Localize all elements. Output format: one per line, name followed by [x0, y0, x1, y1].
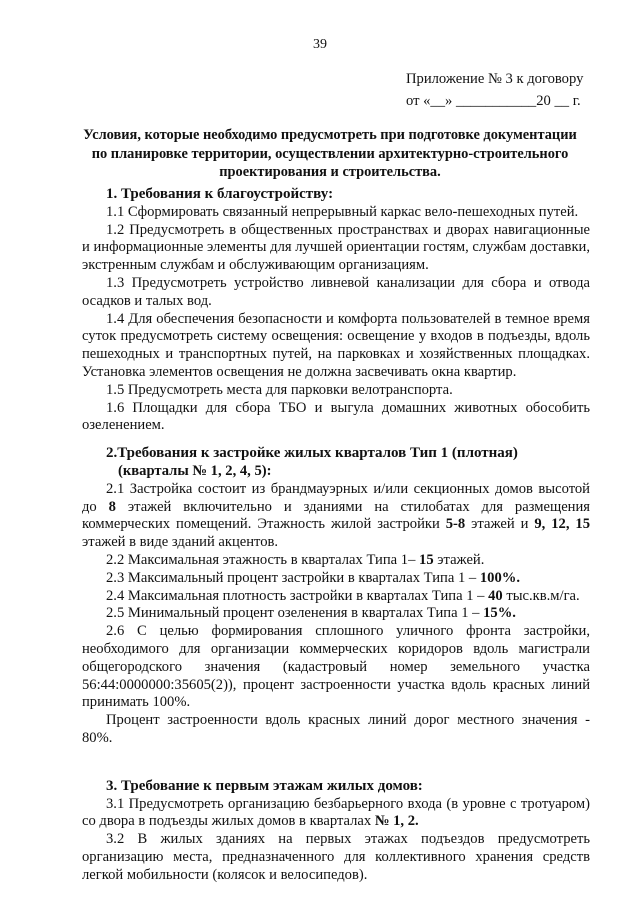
item-1-3: 1.3 Предусмотреть устройство ливневой канализации для сбора и отвода осадков и талых вод.	[82, 274, 590, 309]
section-1-heading: 1. Требования к благоустройству:	[106, 186, 334, 202]
document-title: Условия, которые необходимо предусмотреть при подготовке документации по планировке территории, осуществлении архитектурно-строительного проектирования и строительства.	[83, 127, 577, 181]
item-1-1: 1.1 Сформировать связанный непрерывный каркас вело-пешеходных путей.	[106, 203, 579, 220]
item-1-2: 1.2 Предусмотреть в общественных пространствах и дворах навигационные и информационные элементы для лучшей ориентации гостям, службам доставки, экстренным службам и обслуживающим организациям.	[82, 221, 590, 274]
item-1-4: 1.4 Для обеспечения безопасности и комфорта пользователей в темное время суток предусмотреть систему освещения: освещение у входов в подъезды, вдоль пешеходных и транспортных путей, на парковках и хозяйственных площадках. Установка элементов освещения не должна засвечивать окна квартир.	[82, 310, 590, 380]
item-2-2: 2.2 Максимальная этажность в кварталах Типа 1– 15 этажей.	[106, 551, 485, 568]
section-3-heading: 3. Требование к первым этажам жилых домов:	[106, 777, 423, 794]
item-1-5: 1.5 Предусмотреть места для парковки велотранспорта.	[106, 381, 453, 398]
appendix-line-2: от «__» ___________20 __ г.	[406, 93, 581, 109]
item-2-6: 2.6 С целью формирования сплошного уличного фронта застройки, необходимого для организации коммерческих коридоров вдоль магистрали общегородского значения (кадастровый номер земельного участка 56:44:0000000:35605(2)), процент застроенности участка вдоль красных линий принимать 100%.	[82, 623, 590, 711]
page-number: 39	[313, 37, 327, 52]
item-3-1: 3.1 Предусмотреть организацию безбарьерного входа (в уровне с тротуаром) со двора в подъезды жилых домов в кварталах № 1, 2.	[82, 795, 590, 830]
item-3-2: 3.2 В жилых зданиях на первых этажах подъездов предусмотреть организацию места, предназначенного для коллективного хранения средств легкой мобильности (колясок и велосипедов).	[82, 831, 590, 883]
item-2-5: 2.5 Минимальный процент озеленения в кварталах Типа 1 – 15%.	[106, 605, 516, 622]
section-2-subheading: (кварталы № 1, 2, 4, 5):	[118, 462, 272, 479]
appendix-note	[406, 68, 596, 112]
section-2-heading: 2.Требования к застройке жилых кварталов Тип 1 (плотная)	[106, 445, 518, 462]
item-2-4: 2.4 Максимальная плотность застройки в кварталах Типа 1 – 40 тыс.кв.м/га.	[106, 587, 580, 604]
document-body	[82, 186, 590, 884]
item-2-1: 2.1 Застройка состоит из брандмауэрных и/или секционных домов высотой до 8 этажей включительно и зданиями на стилобатах для размещения коммерческих помещений. Этажность жилой застройки 5-8 этажей и 9, 12, 15 этажей в виде зданий акцентов.	[82, 480, 591, 551]
item-2-7: Процент застроенности вдоль красных линий дорог местного значения - 80%.	[82, 712, 590, 746]
item-1-6: 1.6 Площадки для сбора ТБО и выгула домашних животных обособить озеленением.	[82, 399, 590, 434]
item-2-3: 2.3 Максимальный процент застройки в кварталах Типа 1 – 100%.	[106, 569, 520, 586]
appendix-line-1: Приложение № 3 к договору	[406, 71, 584, 87]
